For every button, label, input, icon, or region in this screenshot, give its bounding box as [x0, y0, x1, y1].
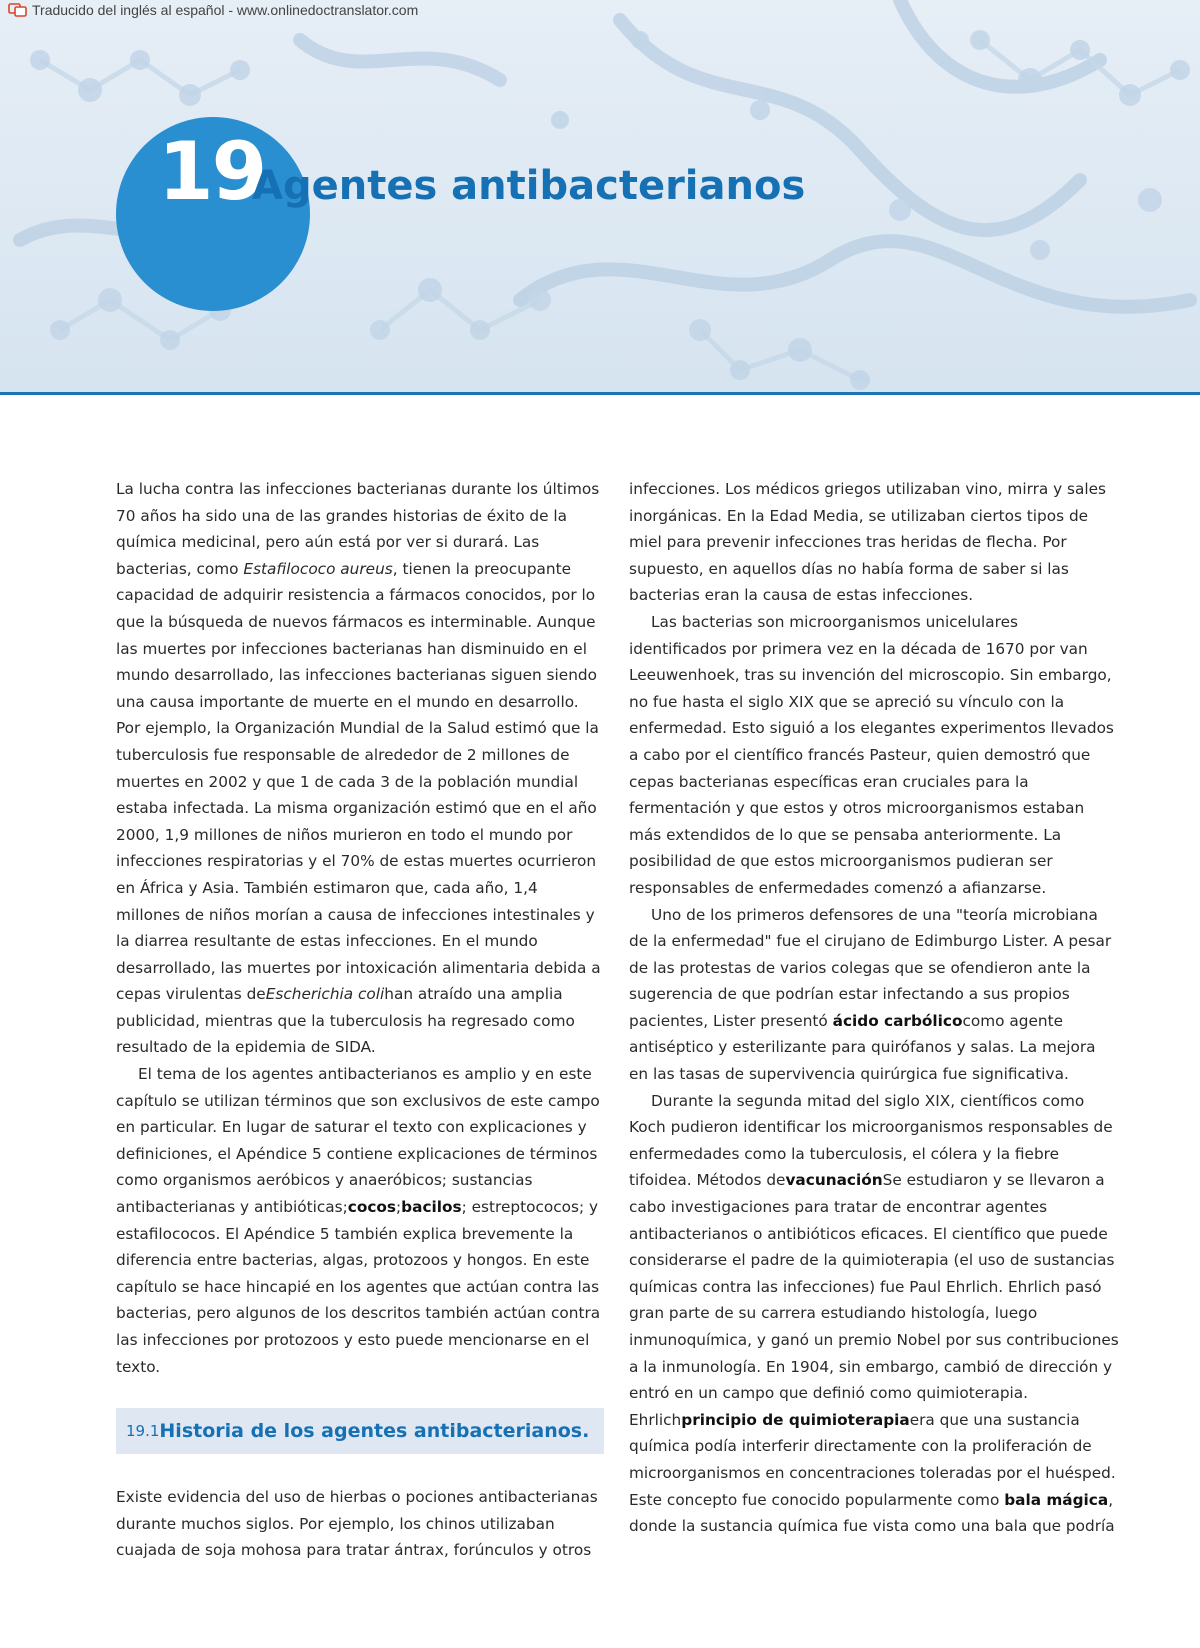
translator-banner-text[interactable]: Traducido del inglés al español - www.onlinedoctranslator.com	[32, 2, 419, 18]
bold-term: bala mágica	[1004, 1490, 1109, 1509]
section-title: Historia de los agentes antibacterianos.	[159, 1419, 590, 1442]
chapter-header	[0, 0, 1200, 392]
text-run: han atraído una amplia publicidad, mientras que la tuberculosis ha regresado como resultado de la epidemia de SIDA.	[116, 985, 575, 1057]
paragraph	[629, 1088, 1119, 1540]
chapter-title: Agentes antibacterianos	[252, 163, 806, 209]
left-column	[116, 476, 604, 1564]
section-heading	[116, 1408, 604, 1454]
paragraph	[629, 902, 1119, 1088]
right-column	[629, 476, 1119, 1540]
paragraph: Existe evidencia del uso de hierbas o pociones antibacterianas durante muchos siglos. Por ejemplo, los chinos utilizaban cuajada de soja mohosa para tratar ántrax, forúnculos y otros	[116, 1488, 598, 1560]
translator-banner[interactable]	[8, 2, 418, 18]
text-run: Durante la segunda mitad del siglo XIX, científicos como Koch pudieron identificar los microorganismos responsables de enfermedades como la tuberculosis, el cólera y la fiebre tifoidea. Métodos de	[629, 1091, 1113, 1190]
bold-term: cocos	[347, 1198, 397, 1217]
text-run: El tema de los agentes antibacterianos es amplio y en este capítulo se utilizan términos que son exclusivos de este campo en particular. En lugar de saturar el texto con explicaciones y definiciones, el Apéndice 5 contiene explicaciones de términos como organismos aeróbicos y anaeróbicos; sustancias antibacterianas y antibióticas;	[116, 1065, 600, 1217]
chapter-number: 19	[158, 125, 266, 218]
header-divider	[0, 392, 1200, 395]
bold-term: vacunación	[785, 1171, 883, 1190]
text-run: Se estudiaron y se llevaron a cabo investigaciones para tratar de encontrar agentes antibacterianos o antibióticos eficaces. El científico que puede considerarse el padre de la quimioterapia (el uso de sustancias químicas contra las infecciones) fue Paul Ehrlich. Ehrlich pasó gran parte de su carrera estudiando histología, luego inmunoquímica, y ganó un premio Nobel por sus contribuciones a la inmunología. En 1904, sin embargo, cambió de dirección y entró en un campo que definió como quimioterapia. Ehrlich	[629, 1171, 1119, 1429]
paragraph: infecciones. Los médicos griegos utilizaban vino, mirra y sales inorgánicas. En la Edad Media, se utilizaban ciertos tipos de miel para prevenir infecciones tras heridas de flecha. Por supuesto, en aquellos días no había forma de saber si las bacterias eran la causa de estas infecciones.	[629, 480, 1107, 605]
translator-logo-icon	[8, 3, 28, 17]
italic-term: Escherichia coli	[265, 985, 385, 1004]
paragraph	[116, 476, 604, 1061]
text-run: ; estreptococos; y estafilococos. El Apéndice 5 también explica brevemente la diferencia entre bacterias, algas, protozoos y hongos. En este capítulo se hace hincapié en los agentes que actúan contra las bacterias, pero algunos de los descritos también actúan contra las infecciones por protozoos y esto puede mencionarse en el texto.	[116, 1198, 601, 1376]
text-run: como agente antiséptico y esterilizante para quirófanos y salas. La mejora en las tasas de supervivencia quirúrgica fue significativa.	[629, 1011, 1096, 1084]
text-run: , donde la sustancia química fue vista como una bala que podría	[629, 1490, 1115, 1536]
paragraph	[116, 1061, 604, 1380]
text-run: ;	[396, 1198, 402, 1217]
text-run: era que una sustancia química podía interferir directamente con la proliferación de microorganismos en concentraciones toleradas por el huésped. Este concepto fue conocido popularmente como	[629, 1410, 1116, 1509]
bold-term: ácido carbólico	[832, 1011, 963, 1030]
bold-term: principio de quimioterapia	[681, 1410, 910, 1429]
text-run: , tienen la preocupante capacidad de adquirir resistencia a fármacos conocidos, por lo que la búsqueda de nuevos fármacos es interminable. Aunque las muertes por infecciones bacterianas han disminuido en el mundo desarrollado, las infecciones bacterianas siguen siendo una causa importante de muerte en el mundo en desarrollo. Por ejemplo, la Organización Mundial de la Salud estimó que la tuberculosis fue responsable de alrededor de 2 millones de muertes en 2002 y que 1 de cada 3 de la población mundial estaba infectada. La misma organización estimó que en el año 2000, 1,9 millones de niños murieron en todo el mundo por infecciones respiratorias y el 70% de estas muertes ocurrieron en África y Asia. También estimaron que, cada año, 1,4 millones de niños morían a causa de infecciones intestinales y la diarrea resultante de estas infecciones. En el mundo desarrollado, las muertes por intoxicación alimentaria debida a cepas virulentas de	[116, 559, 601, 1004]
bold-term: bacilos	[401, 1198, 462, 1217]
text-run: Uno de los primeros defensores de una "teoría microbiana de la enfermedad" fue el cirujano de Edimburgo Lister. A pesar de las protestas de varios colegas que se ofendieron ante la sugerencia de que podrían estar infectando a sus propios pacientes, Lister presentó	[629, 905, 1112, 1030]
text-run: La lucha contra las infecciones bacterianas durante los últimos 70 años ha sido una de las grandes historias de éxito de la química medicinal, pero aún está por ver si durará. Las bacterias, como	[116, 480, 600, 578]
section-number: 19.1	[126, 1421, 160, 1440]
italic-term: Estafilococo aureus	[243, 559, 393, 578]
paragraph: Las bacterias son microorganismos unicelulares identificados por primera vez en la década de 1670 por van Leeuwenhoek, tras su invención del microscopio. Sin embargo, no fue hasta el siglo XIX que se apreció su vínculo con la enfermedad. Esto siguió a los elegantes experimentos llevados a cabo por el científico francés Pasteur, quien demostró que cepas bacterianas específicas eran cruciales para la fermentación y que estos y otros microorganismos estaban más extendidos de lo que se pensaba anteriormente. La posibilidad de que estos microorganismos pudieran ser responsables de enfermedades comenzó a afianzarse.	[629, 612, 1114, 897]
